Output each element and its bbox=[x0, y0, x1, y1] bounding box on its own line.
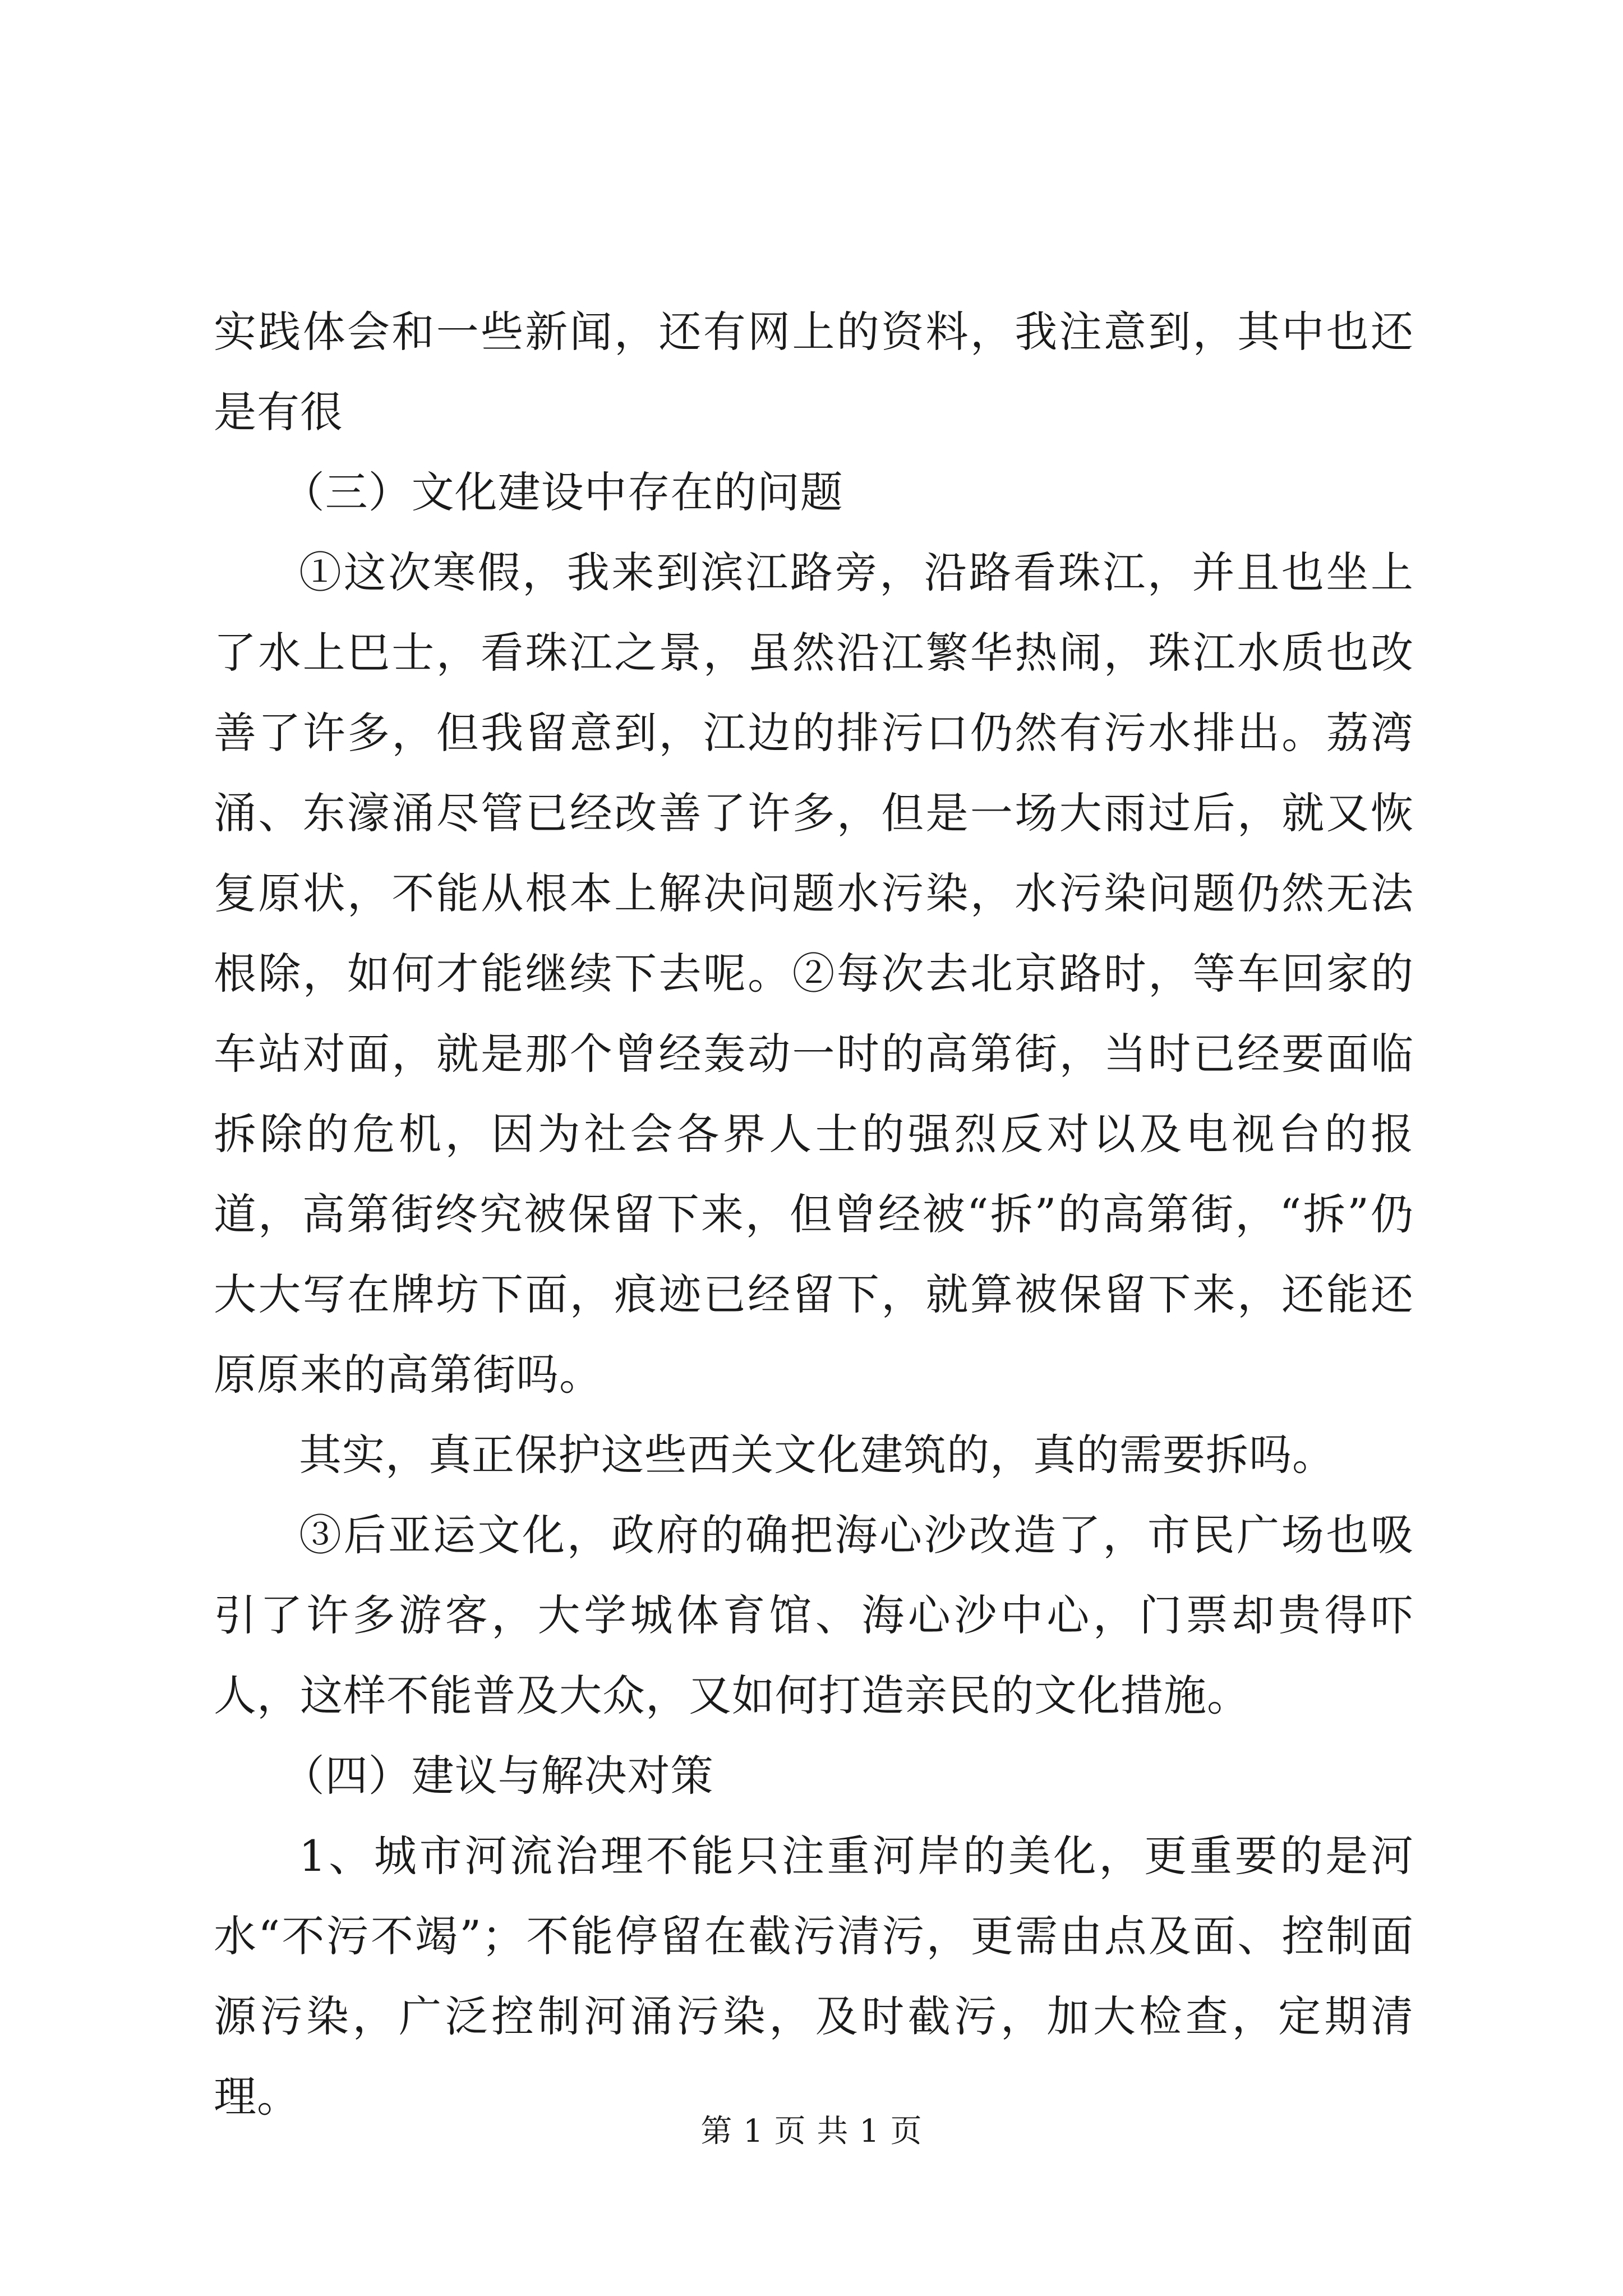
paragraph-continuation: 实践体会和一些新闻，还有网上的资料，我注意到，其中也还是有很 bbox=[214, 307, 1414, 437]
paragraph-problems: ①这次寒假，我来到滨江路旁，沿路看珠江，并且也坐上了水上巴士，看珠江之景，虽然沿江繁华热闹，珠江水质也改善了许多，但我留意到，江边的排污口仍然有污水排出。荔湾涌、东濠涌尽管已经改善了许多，但是一场大雨过后，就又恢复原状，不能从根本上解决问题水污染，水污染问题仍然无法根除，如何才能继续下去呢。②每次去北京路时，等车回家的车站对面，就是那个曾经轰动一时的高第街，当时已经要面临拆除的危机，因为社会各界人士的强烈反对以及电视台的报道，高第街终究被保留下来，但曾经被“拆”的高第街，“拆”仍大大写在牌坊下面，痕迹已经留下，就算被保留下来，还能还原原来的高第街吗。 bbox=[214, 547, 1414, 1400]
page-footer: 第 1 页 共 1 页 bbox=[700, 2113, 923, 2150]
paragraph-asian-games: ③后亚运文化，政府的确把海心沙改造了，市民广场也吸引了许多游客，大学城体育馆、海心沙中心，门票却贵得吓人，这样不能普及大众，又如何打造亲民的文化措施。 bbox=[214, 1510, 1414, 1720]
paragraph-suggestion-1: 1、城市河流治理不能只注重河岸的美化，更重要的是河水“不污不竭”；不能停留在截污清污，更需由点及面、控制面源污染，广泛控制河涌污染，及时截污，加大检查，定期清理。 bbox=[214, 1831, 1414, 2122]
section-heading-4: （四）建议与解决对策 bbox=[282, 1751, 714, 1801]
paragraph-question: 其实，真正保护这些西关文化建筑的，真的需要拆吗。 bbox=[299, 1430, 1335, 1480]
document-body bbox=[214, 292, 1414, 2137]
section-heading-3: （三）文化建设中存在的问题 bbox=[282, 467, 843, 517]
